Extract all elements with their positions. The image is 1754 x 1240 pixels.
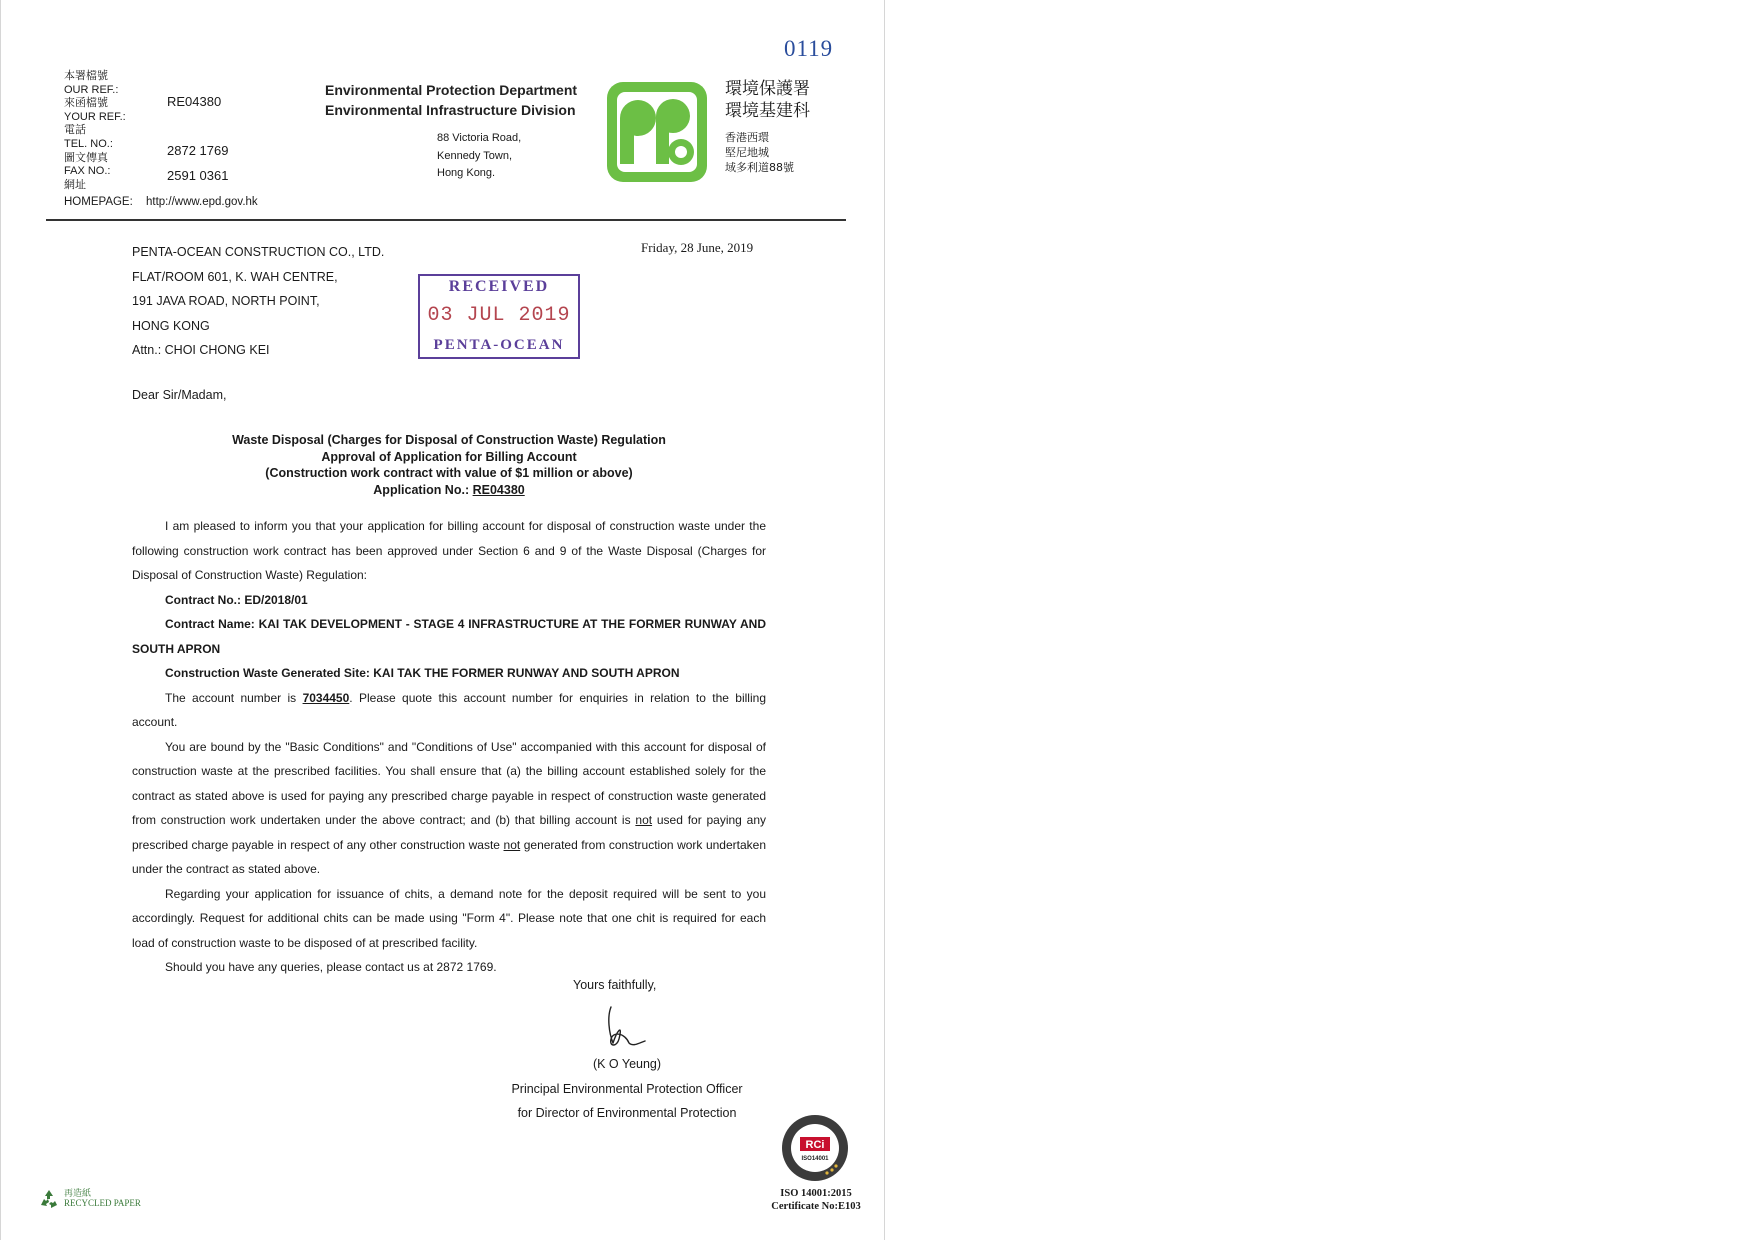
contract-name: Contract Name: KAI TAK DEVELOPMENT - STAGE 4 INFRASTRUCTURE AT THE FORMER RUNWAY AND SOUTH APRON: [132, 617, 766, 656]
reference-labels: [64, 70, 126, 192]
ref-label: TEL. NO.:: [64, 137, 113, 150]
tel-value: 2872 1769: [167, 143, 229, 158]
signer-title: Principal Environmental Protection Officer: [511, 1081, 743, 1096]
signature-icon: [601, 1003, 647, 1053]
iso-standard: ISO 14001:2015: [780, 1188, 852, 1199]
homepage-link[interactable]: http://www.epd.gov.hk: [146, 196, 258, 208]
recycled-zh: 再造紙: [64, 1188, 92, 1198]
body-paragraph: I am pleased to inform you that your application for billing account for disposal of construction waste under the following construction work contract has been approved under Section 6 and 9 of the Waste Disposal (Charges for Disposal of Construction Waste) Regulation:: [132, 519, 766, 582]
page-number: 0119: [784, 36, 834, 61]
iso-certificate-number: Certificate No:E103: [771, 1201, 861, 1212]
stamp-company: PENTA-OCEAN: [433, 337, 565, 353]
ref-label: 來函檔號: [64, 97, 108, 110]
recipient-line: Attn.: CHOI CHONG KEI: [132, 343, 270, 357]
closing-phrase: Yours faithfully,: [573, 978, 657, 992]
ref-label: 圖文傳真: [64, 151, 108, 164]
ref-label: FAX NO.:: [64, 165, 111, 178]
ref-label: 網址: [64, 178, 86, 191]
epd-logo-icon: [605, 80, 709, 184]
signer-block: [467, 1052, 787, 1126]
address-zh-line: 域多利道88號: [725, 161, 794, 174]
svg-text:RCi: RCi: [805, 1139, 825, 1151]
iso-certification-badge-icon: [780, 1113, 850, 1183]
address-line: Hong Kong.: [437, 167, 496, 179]
recycle-icon: [37, 1187, 61, 1211]
recycled-paper-label: [64, 1188, 141, 1208]
department-zh-line: 環境保護署: [725, 79, 810, 99]
signer-for: for Director of Environmental Protection: [517, 1106, 737, 1120]
address-line: Kennedy Town,: [437, 149, 513, 162]
queries-paragraph: Should you have any queries, please contact us at 2872 1769.: [165, 960, 497, 974]
stamp-date: 03 JUL 2019: [427, 304, 571, 327]
subject-line: Waste Disposal (Charges for Disposal of Construction Waste) Regulation: [232, 433, 666, 447]
conditions-text: You are bound by the "Basic Conditions" and "Conditions of Use" accompanied with this account for disposal of construction waste at the prescribed facilities. You shall ensure that (a) the billing account established solely for the contract as stated above is used for paying any prescribed charge payable in respect of construction waste generated from construction work undertaken under the above contract; and (b) that billing account is: [132, 739, 766, 827]
letter-body: [132, 514, 766, 980]
emphasis-not: not: [635, 813, 653, 827]
address-zh-line: 香港西環: [725, 131, 769, 144]
subject-block: [132, 432, 766, 498]
iso-certificate-text: [761, 1187, 871, 1213]
subject-line: (Construction work contract with value of $1 million or above): [265, 466, 633, 480]
address-zh: [725, 130, 794, 175]
signer-name: (K O Yeung): [592, 1057, 662, 1071]
received-stamp: [418, 274, 580, 359]
ref-label: YOUR REF.:: [64, 110, 126, 123]
recipient-line: HONG KONG: [132, 318, 210, 333]
department-name: [325, 80, 577, 120]
account-text: . Please quote this account number for enquiries in relation to the billing account.: [132, 690, 766, 729]
application-label: Application No.:: [373, 482, 473, 497]
contract-number: Contract No.: ED/2018/01: [165, 592, 308, 607]
application-number: [132, 482, 766, 499]
our-ref-value: RE04380: [167, 94, 222, 109]
iso-badge-text: ISO14001: [801, 1156, 829, 1162]
recipient-address: [132, 240, 384, 363]
recipient-line: 191 JAVA ROAD, NORTH POINT,: [132, 294, 320, 308]
division-name-line: Environmental Infrastructure Division: [325, 102, 576, 118]
header-divider: [46, 219, 846, 221]
homepage-label: HOMEPAGE:: [64, 196, 133, 208]
account-paragraph: [132, 686, 766, 735]
division-zh-line: 環境基建科: [725, 101, 810, 121]
recipient-line: FLAT/ROOM 601, K. WAH CENTRE,: [132, 269, 338, 284]
address-line: 88 Victoria Road,: [437, 132, 522, 144]
department-name-zh: [725, 78, 810, 122]
ref-label: 本署檔號: [64, 70, 108, 82]
department-name-line: Environmental Protection Department: [325, 82, 578, 98]
application-value: RE04380: [472, 482, 525, 497]
address-zh-line: 堅尼地城: [725, 146, 769, 159]
address-en: [437, 130, 521, 183]
letter-date: Friday, 28 June, 2019: [641, 240, 754, 255]
emphasis-not: not: [503, 837, 521, 852]
chits-paragraph: Regarding your application for issuance of chits, a demand note for the deposit required will be sent to you accordingly. Request for additional chits can be made using "Form 4". Please note that one chit is required for each load of construction waste to be disposed of at prescribed facility.: [132, 886, 766, 950]
subject-line: Approval of Application for Billing Account: [321, 449, 577, 464]
account-text: The account number is: [165, 690, 303, 705]
salutation: Dear Sir/Madam,: [132, 388, 227, 402]
ref-label: 電話: [64, 124, 86, 137]
recycled-en: RECYCLED PAPER: [64, 1198, 141, 1208]
stamp-received: RECEIVED: [448, 278, 550, 295]
fax-value: 2591 0361: [167, 168, 229, 183]
conditions-text: generated from construction work undertaken under the contract as stated above.: [132, 837, 766, 876]
account-number: 7034450: [302, 690, 350, 705]
ref-label: OUR REF.:: [64, 83, 119, 96]
waste-site: Construction Waste Generated Site: KAI TAK THE FORMER RUNWAY AND SOUTH APRON: [165, 666, 680, 680]
conditions-paragraph: [132, 735, 766, 882]
recipient-line: PENTA-OCEAN CONSTRUCTION CO., LTD.: [132, 245, 385, 259]
conditions-text: used for paying any prescribed charge payable in respect of any other construction waste: [132, 813, 766, 852]
